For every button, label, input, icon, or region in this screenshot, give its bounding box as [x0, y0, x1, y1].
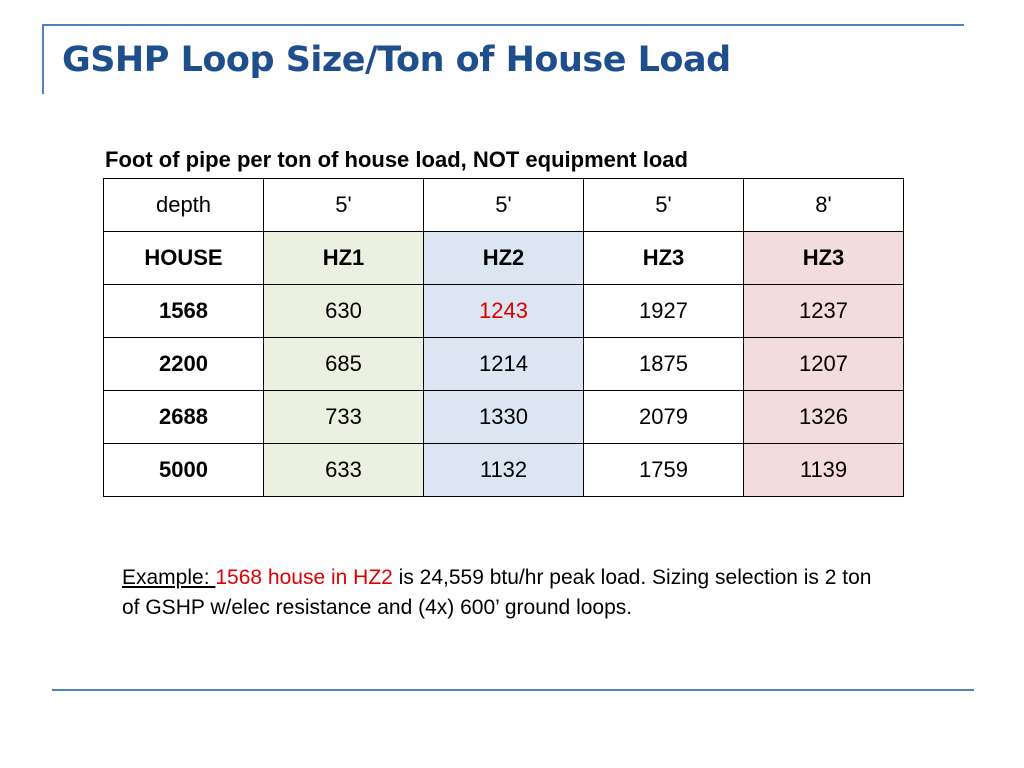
header-cell-hz3: HZ3: [584, 232, 744, 285]
table-row: [104, 391, 904, 444]
depth-cell-hz3-8ft: 8': [744, 179, 904, 232]
header-cell-hz2: HZ2: [424, 232, 584, 285]
value-cell: 1326: [744, 391, 904, 444]
value-cell: 633: [264, 444, 424, 497]
value-cell: 1927: [584, 285, 744, 338]
loop-size-table: [103, 178, 904, 497]
value-cell: 630: [264, 285, 424, 338]
depth-row: [104, 179, 904, 232]
house-size-cell: 2200: [104, 338, 264, 391]
house-size-cell: 1568: [104, 285, 264, 338]
header-cell-hz1: HZ1: [264, 232, 424, 285]
example-highlight: 1568 house in HZ2: [215, 566, 393, 589]
example-note: [122, 563, 882, 623]
value-cell: 1132: [424, 444, 584, 497]
slide-title: GSHP Loop Size/Ton of House Load: [62, 40, 731, 80]
value-cell: 1330: [424, 391, 584, 444]
slide-frame-top-rule: [42, 24, 964, 26]
header-row: [104, 232, 904, 285]
house-size-cell: 5000: [104, 444, 264, 497]
slide-frame-left-rule: [42, 24, 44, 94]
value-cell: 1214: [424, 338, 584, 391]
depth-label-cell: depth: [104, 179, 264, 232]
example-label: Example:: [122, 566, 216, 589]
depth-cell-hz2: 5': [424, 179, 584, 232]
header-cell-hz3-8ft: HZ3: [744, 232, 904, 285]
value-cell: 1759: [584, 444, 744, 497]
example-text: is 24,559 btu/hr peak load. Sizing selection is 2 ton of GSHP w/elec resistance and (4x) 600’ ground loops.: [122, 566, 872, 619]
value-cell: 1207: [744, 338, 904, 391]
depth-cell-hz1: 5': [264, 179, 424, 232]
value-cell: 733: [264, 391, 424, 444]
table-row: [104, 285, 904, 338]
house-size-cell: 2688: [104, 391, 264, 444]
value-cell: 2079: [584, 391, 744, 444]
house-header-cell: HOUSE: [104, 232, 264, 285]
value-cell: 1237: [744, 285, 904, 338]
table-caption: Foot of pipe per ton of house load, NOT equipment load: [105, 147, 688, 172]
depth-cell-hz3: 5': [584, 179, 744, 232]
table-row: [104, 444, 904, 497]
value-cell: 1875: [584, 338, 744, 391]
slide-bottom-rule: [52, 689, 974, 691]
value-cell: 685: [264, 338, 424, 391]
value-cell: 1139: [744, 444, 904, 497]
value-cell-highlighted: 1243: [424, 285, 584, 338]
table-row: [104, 338, 904, 391]
